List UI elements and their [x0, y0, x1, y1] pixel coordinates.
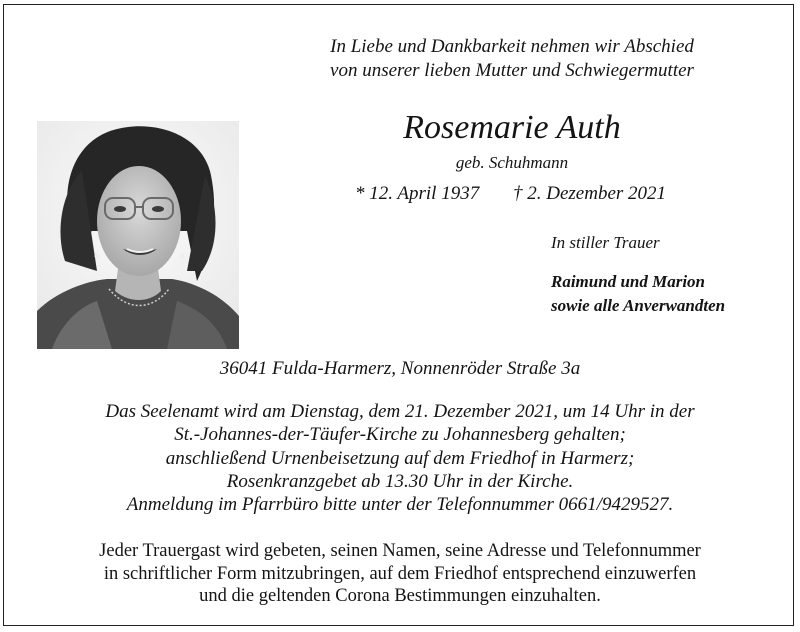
covid-notice [0, 540, 800, 608]
service-line-1: Das Seelenamt wird am Dienstag, dem 21. Dezember 2021, um 14 Uhr in der [105, 401, 695, 422]
mourners-line-2: sowie alle Anverwandten [551, 296, 726, 315]
intro-text [262, 35, 762, 83]
mourning-heading: In stiller Trauer [551, 233, 660, 252]
service-line-4: Rosenkranzgebet ab 13.30 Uhr in der Kirche. [226, 470, 574, 492]
service-line-2: St.-Johannes-der-Täufer-Kirche zu Johannesberg gehalten; [174, 424, 626, 446]
birth-date: * 12. April 1937 [355, 183, 480, 204]
address: 36041 Fulda-Harmerz, Nonnenröder Straße 3a [219, 358, 581, 379]
birth-name: geb. Schuhmann [455, 153, 569, 172]
service-line-5: Anmeldung im Pfarrbüro bitte unter der Telefonnummer 0661/9429527. [126, 494, 674, 516]
mourners-line-1: Raimund und Marion [551, 272, 706, 291]
portrait-photo [37, 121, 239, 349]
notice-line-1: Jeder Trauergast wird gebeten, seinen Namen, seine Adresse und Telefonnummer [99, 541, 701, 561]
deceased-name: Rosemarie Auth [403, 109, 621, 146]
mourners-list [551, 270, 725, 318]
notice-line-2: in schriftlicher Form mitzubringen, auf dem Friedhof entsprechend einzuwerfen [103, 563, 697, 584]
notice-line-3: und die geltenden Corona Bestimmungen einzuhalten. [199, 586, 601, 606]
intro-line-1: In Liebe und Dankbarkeit nehmen wir Abschied [330, 36, 694, 57]
intro-line-2: von unserer lieben Mutter und Schwiegermutter [330, 60, 694, 81]
service-details [0, 400, 800, 516]
death-date: † 2. Dezember 2021 [513, 183, 667, 204]
service-line-3: anschließend Urnenbeisetzung auf dem Friedhof in Harmerz; [165, 447, 635, 469]
